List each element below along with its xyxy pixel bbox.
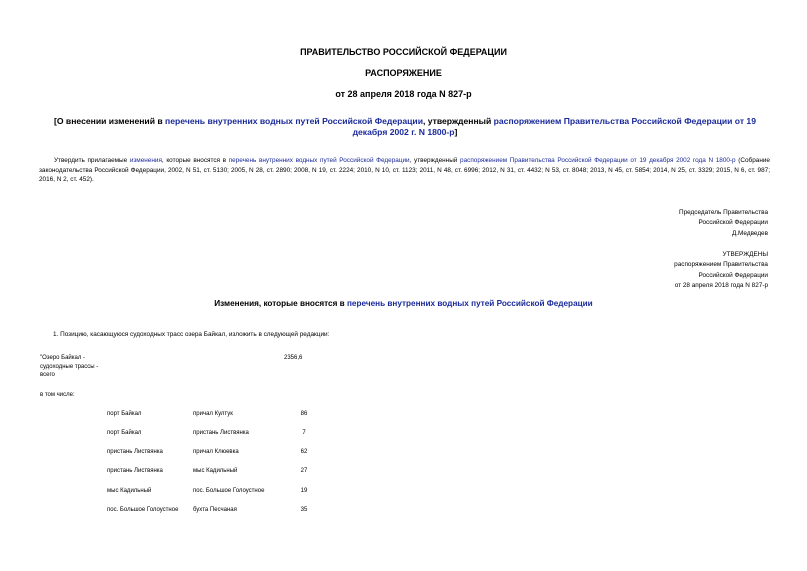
- body-text-4: (Собрание законодательства Российской Федерации, 2002, N 51, ст. 5130; 2005, N 28, ст. 2890; 2008, N 19, ст. 2224; 2010, N 10, ст. 1123; 2011, N 48, ст. 6996; 2012, N 31, ст. 4432; N 53, ст. 8048; 2013, N 45, ст. 5854; 2014, N 25, ст. 3329; 2015, N 6, ст. 987; 2016, N 2, ст. 452).: [39, 157, 770, 184]
- link-order[interactable]: распоряжением Правительства Российской Федерации от 19 декабря 2002 года N 1800-р: [460, 157, 736, 164]
- table-row-km: 7: [302, 430, 306, 436]
- approved-line-4: от 28 апреля 2018 года N 827-р: [674, 281, 768, 289]
- table-row-from: пристань Листвянка: [107, 468, 163, 474]
- link-list[interactable]: перечень внутренних водных путей Российской Федерации: [228, 157, 410, 164]
- table-first-value: 2356,6: [284, 355, 303, 361]
- link-changes-list[interactable]: перечень внутренних водных путей Российской Федерации: [346, 299, 593, 308]
- table-row-km: 86: [300, 411, 308, 417]
- subtitle-mid: , утвержденный: [422, 116, 494, 126]
- approved-block: [468, 250, 768, 291]
- link-order-1800[interactable]: распоряжением Правительства Российской Федерации от 19 декабря 2002 г. N 1800-р: [352, 116, 756, 137]
- subtitle-close: ]: [454, 127, 458, 137]
- approved-line-2: распоряжением Правительства: [674, 261, 768, 269]
- doc-type: РАСПОРЯЖЕНИЕ: [365, 68, 442, 78]
- table-row-to: пос. Большое Голоустное: [193, 488, 265, 494]
- doc-subtitle: [40, 116, 770, 138]
- signature-block: [468, 208, 768, 239]
- org-title: ПРАВИТЕЛЬСТВО РОССИЙСКОЙ ФЕДЕРАЦИИ: [300, 47, 507, 57]
- table-row-to: мыс Кадильный: [193, 468, 238, 474]
- subtitle-open: [О внесении изменений в: [54, 116, 166, 126]
- table-row-km: 27: [300, 468, 308, 474]
- table-including: в том числе:: [40, 392, 75, 398]
- signature-line-3: Д.Медведев: [731, 229, 768, 237]
- table-row-from: пристань Листвянка: [107, 449, 163, 455]
- body-text-2: , которые вносятся в: [161, 157, 229, 164]
- table-row-to: пристань Листвянка: [193, 430, 249, 436]
- table-first-label: "Озеро Байкал - судоходные трассы - всего: [40, 355, 99, 378]
- table-row-to: причал Клюевка: [193, 449, 239, 455]
- table-row-from: порт Байкал: [107, 430, 142, 436]
- body-text-3: , утвержденный: [409, 157, 461, 164]
- changes-heading: [0, 299, 807, 308]
- doc-date: от 28 апреля 2018 года N 827-р: [335, 89, 472, 99]
- table-row-from: порт Байкал: [107, 411, 142, 417]
- approved-line-1: УТВЕРЖДЕНЫ: [722, 251, 768, 258]
- link-changes[interactable]: изменения: [129, 157, 162, 164]
- body-paragraph: [39, 156, 770, 185]
- signature-line-2: Российской Федерации: [698, 219, 768, 227]
- table-row-km: 19: [300, 488, 308, 494]
- item-1-text: 1. Позицию, касающуюся судоходных трасс озера Байкал, изложить в следующей редакции:: [53, 331, 330, 338]
- table-row-from: пос. Большое Голоустное: [107, 507, 179, 513]
- table-row-from: мыс Кадильный: [107, 488, 152, 494]
- body-text-1: Утвердить прилагаемые: [54, 157, 130, 164]
- signature-line-1: Председатель Правительства: [679, 209, 768, 216]
- table-row-km: 62: [300, 449, 308, 455]
- table-row-to: бухта Песчаная: [193, 507, 237, 513]
- link-waterways-list[interactable]: перечень внутренних водных путей Российской Федерации: [165, 116, 423, 126]
- changes-heading-text: Изменения, которые вносятся в: [214, 299, 347, 308]
- table-row-to: причал Култук: [193, 411, 233, 417]
- approved-line-3: Российской Федерации: [698, 271, 768, 279]
- table-row-km: 35: [300, 507, 308, 513]
